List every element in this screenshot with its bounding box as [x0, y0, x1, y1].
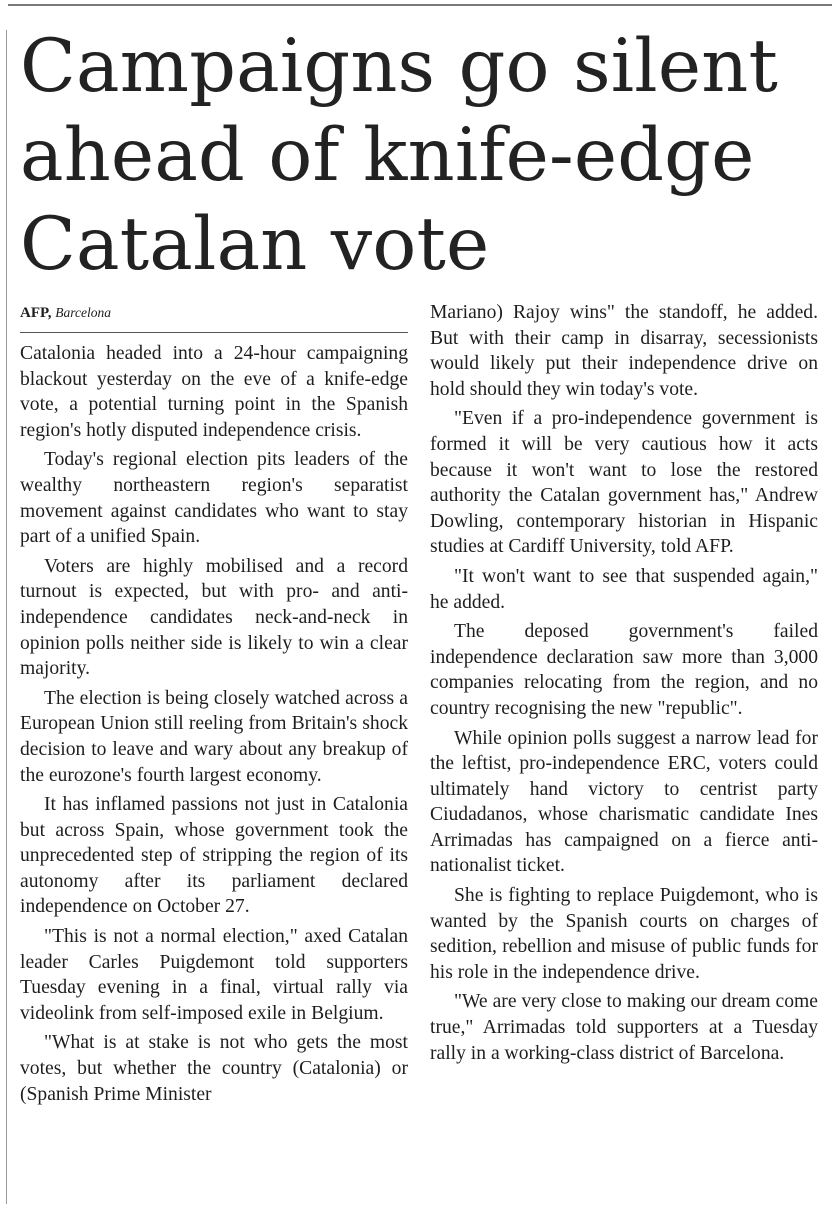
- paragraph: "It won't want to see that suspended again," he added.: [430, 565, 818, 613]
- paragraph: It has inflamed passions not just in Catalonia but across Spain, whose government took the unprecedented step of stripping the region of its autonomy after its parliament declared independence on October 27.: [20, 794, 408, 918]
- paragraph: While opinion polls suggest a narrow lead for the leftist, pro-independence ERC, voters could ultimately hand victory to centrist party Ciudadanos, whose charismatic candidate Ines Arrimadas has campaigned on a fierce anti-nationalist ticket.: [430, 727, 818, 877]
- paragraph: She is fighting to replace Puigdemont, who is wanted by the Spanish courts on charges of sedition, rebellion and misuse of public funds for his role in the independence drive.: [430, 885, 818, 983]
- top-rule: [8, 4, 832, 6]
- paragraph: "This is not a normal election," axed Catalan leader Carles Puigdemont told supporters Tuesday evening in a final, virtual rally via videolink from self-imposed exile in Belgium.: [20, 926, 408, 1024]
- left-column-rule: [6, 30, 7, 1204]
- paragraph: The deposed government's failed independence declaration saw more than 3,000 companies relocating from the region, and no country recognising the new "republic".: [430, 621, 818, 719]
- byline: [20, 300, 408, 326]
- paragraph: Catalonia headed into a 24-hour campaigning blackout yesterday on the eve of a knife-edge vote, a potential turning point in the Spanish region's hotly disputed independence crisis.: [20, 343, 408, 441]
- article-column-right: [430, 300, 818, 1070]
- paragraph: "We are very close to making our dream come true," Arrimadas told supporters at a Tuesday rally in a working-class district of Barcelona.: [430, 991, 818, 1064]
- article-column-left: [20, 300, 408, 1111]
- paragraph: "What is at stake is not who gets the most votes, but whether the country (Catalonia) or (Spanish Prime Minister: [20, 1032, 408, 1105]
- byline-rule: [20, 332, 408, 333]
- paragraph: The election is being closely watched across a European Union still reeling from Britain's shock decision to leave and wary about any breakup of the eurozone's fourth largest economy.: [20, 687, 408, 786]
- paragraph: Voters are highly mobilised and a record turnout is expected, but with pro- and anti-independence candidates neck-and-neck in opinion polls neither side is likely to win a clear majority.: [20, 555, 408, 680]
- paragraph: Mariano) Rajoy wins" the standoff, he added. But with their camp in disarray, secessionists would likely put their independence drive on hold should they win today's vote.: [430, 302, 818, 400]
- paragraph: "Even if a pro-independence government is formed it will be very cautious how it acts because it won't want to lose the restored authority the Catalan government has," Andrew Dowling, contemporary historian in Hispanic studies at Cardiff University, told AFP.: [430, 408, 818, 558]
- paragraph: Today's regional election pits leaders of the wealthy northeastern region's separatist movement against candidates who want to stay part of a unified Spain.: [20, 449, 408, 548]
- headline: Campaigns go silent ahead of knife-edge Catalan vote: [20, 24, 779, 287]
- byline-agency: AFP,: [20, 305, 52, 321]
- byline-location: Barcelona: [55, 305, 112, 320]
